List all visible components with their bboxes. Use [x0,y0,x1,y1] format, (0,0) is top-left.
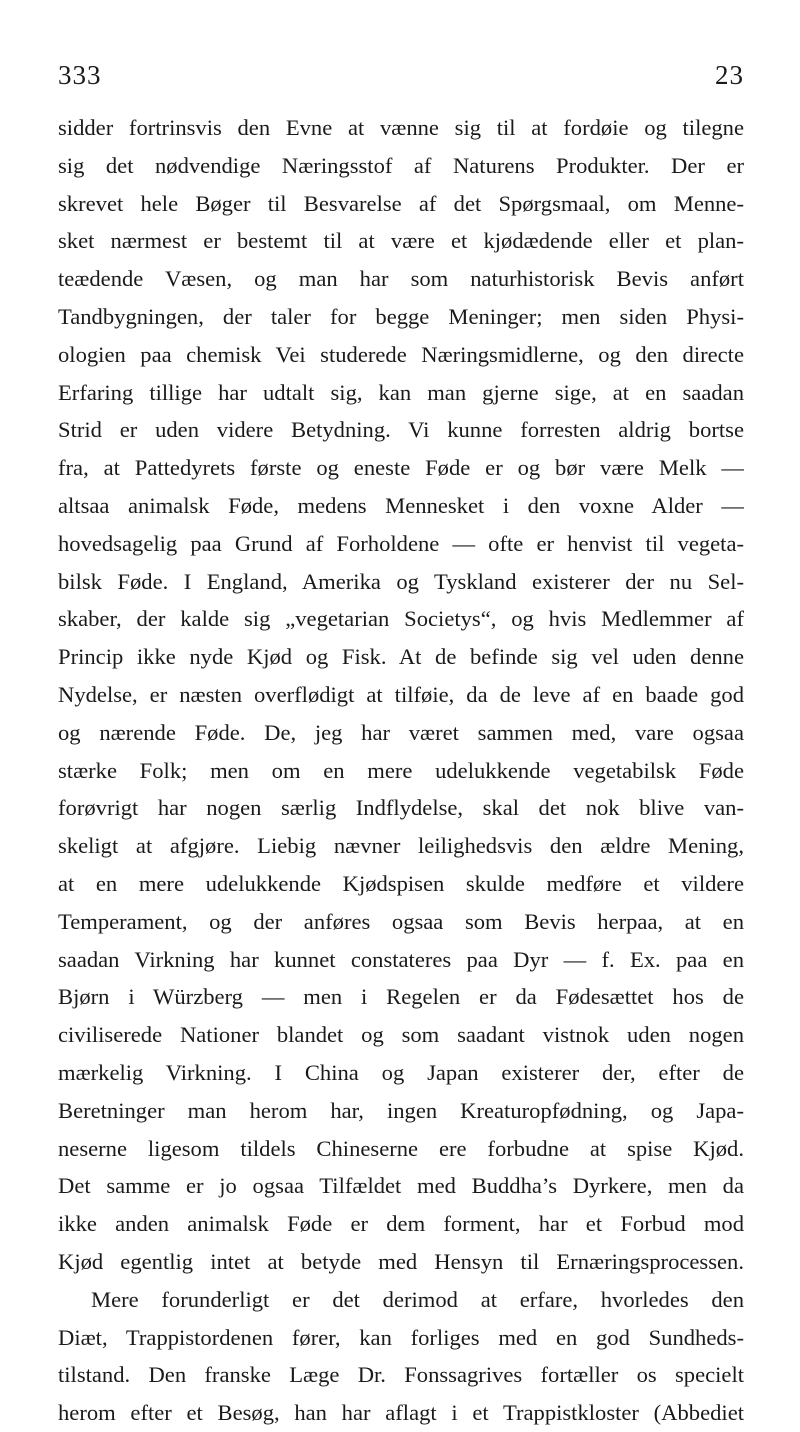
page-header [58,60,744,100]
text-line: Det samme er jo ogsaa Tilfældet med Buddha’s Dyrkere, men da [58,1173,744,1199]
text-line: skaber, der kalde sig „vegetarian Societys“, og hvis Medlemmer af [58,606,744,632]
text-line: stærke Folk; men om en mere udelukkende vegetabilsk Føde [58,757,744,783]
text-line: Tandbygningen, der taler for begge Meninger; men siden Physi- [58,303,744,329]
text-line: neserne ligesom tildels Chineserne ere forbudne at spise Kjød. [58,1135,744,1161]
text-line: mærkelig Virkning. I China og Japan existerer der, efter de [58,1059,744,1085]
text-line: sig det nødvendige Næringsstof af Naturens Produkter. Der er [58,152,744,178]
text-line: herom efter et Besøg, han har aflagt i et Trappistkloster (Abbediet [58,1400,744,1426]
text-line: ologien paa chemisk Vei studerede Næringsmidlerne, og den directe [58,341,744,367]
page-number-left: 333 [58,60,102,90]
text-line: tilstand. Den franske Læge Dr. Fonssagrives fortæller os specielt [58,1362,744,1388]
text-line: og nærende Føde. De, jeg har været sammen med, vare ogsaa [58,719,744,745]
text-line: Mere forunderligt er det derimod at erfare, hvorledes den [91,1286,744,1312]
text-line: forøvrigt har nogen særlig Indflydelse, skal det nok blive van- [58,795,744,821]
text-line: Beretninger man herom har, ingen Kreaturopfødning, og Japa- [58,1097,744,1123]
text-line: altsaa animalsk Føde, medens Mennesket i den voxne Alder — [58,492,744,518]
text-line: skrevet hele Bøger til Besvarelse af det Spørgsmaal, om Menne- [58,190,744,216]
text-line: Nydelse, er næsten overflødigt at tilføie, da de leve af en baade god [58,681,744,707]
text-line: Diæt, Trappistordenen fører, kan forliges med en god Sundheds- [58,1324,744,1350]
text-line: sidder fortrinsvis den Evne at vænne sig til at fordøie og tilegne [58,115,744,140]
text-line: Princip ikke nyde Kjød og Fisk. At de befinde sig vel uden denne [58,644,744,670]
text-line: sket nærmest er bestemt til at være et kjødædende eller et plan- [58,228,744,254]
text-line: civiliserede Nationer blandet og som saadant vistnok uden nogen [58,1022,744,1048]
page-number-right: 23 [715,60,744,90]
text-line: fra, at Pattedyrets første og eneste Føde er og bør være Melk — [58,455,744,481]
text-line: bilsk Føde. I England, Amerika og Tyskland existerer der nu Sel- [58,568,744,594]
text-line: Bjørn i Würzberg — men i Regelen er da Fødesættet hos de [58,984,744,1010]
text-line: ikke anden animalsk Føde er dem forment, har et Forbud mod [58,1211,744,1237]
text-line: teædende Væsen, og man har som naturhistorisk Bevis anført [58,266,744,292]
text-line: Temperament, og der anføres ogsaa som Bevis herpaa, at en [58,908,744,934]
text-line: Kjød egentlig intet at betyde med Hensyn til Ernæringsprocessen. [58,1248,744,1274]
text-line: skeligt at afgjøre. Liebig nævner leilighedsvis den ældre Mening, [58,833,744,859]
body-text [58,109,744,1432]
text-line: saadan Virkning har kunnet constateres paa Dyr — f. Ex. paa en [58,946,744,972]
text-line: at en mere udelukkende Kjødspisen skulde medføre et vildere [58,870,744,896]
text-line: Strid er uden videre Betydning. Vi kunne forresten aldrig bortse [58,417,744,443]
text-line: Erfaring tillige har udtalt sig, kan man gjerne sige, at en saadan [58,379,744,405]
text-line: hovedsagelig paa Grund af Forholdene — ofte er henvist til vegeta- [58,530,744,556]
